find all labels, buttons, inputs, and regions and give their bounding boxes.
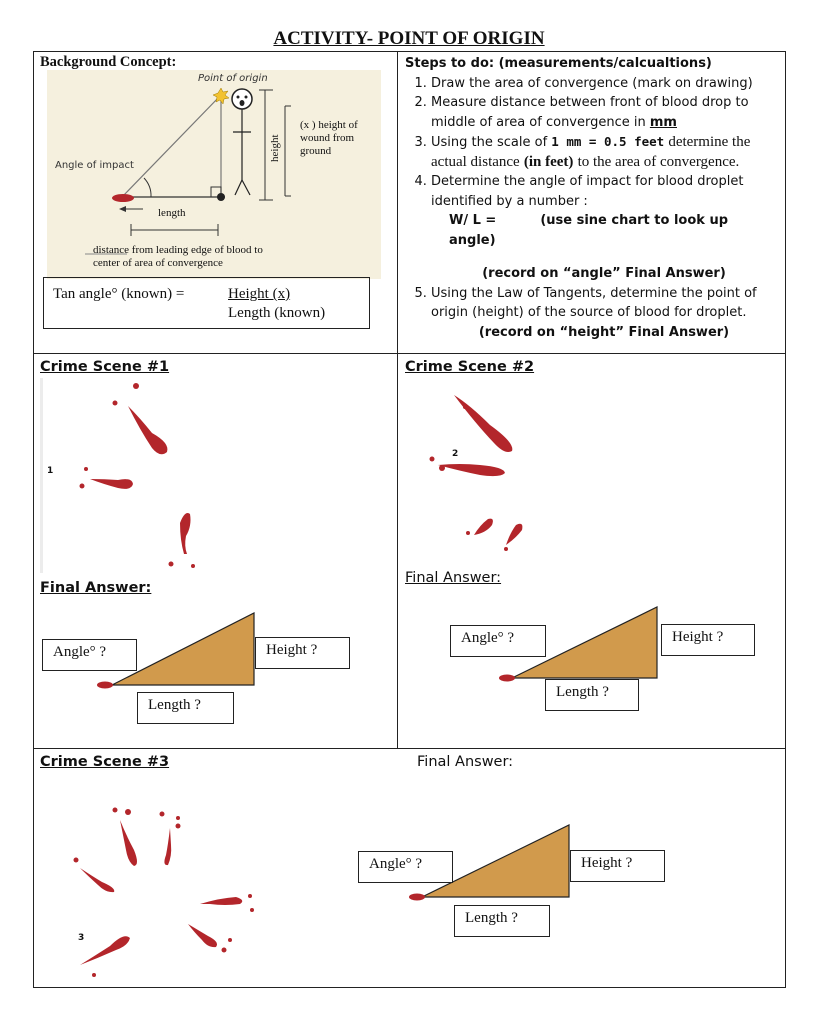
blood-drop [80,868,114,892]
record-height-note: (record on “height” Final Answer) [478,324,730,340]
blood-drop [92,973,96,977]
blood-drop [133,383,139,389]
step-3: 3. Using the scale of 1 mm = 0.5 feet determine the actual distance (in feet) to the area of convergence. [431,132,777,172]
scene-1-height-box[interactable]: Height ? [255,637,350,669]
scene-2-height-box[interactable]: Height ? [661,624,755,656]
formula-left: Tan angle° (known) = [53,286,185,302]
blood-drop [506,524,522,545]
formula-numerator: Height (x) [228,286,291,302]
angle-of-impact-label: Angle of impact [55,160,134,171]
step-1: 1. Draw the area of convergence (mark on drawing) [431,74,777,94]
crime-scene-3-title: Crime Scene #3 [40,754,170,770]
blood-drop [80,484,85,489]
scene-2-angle-box[interactable]: Angle° ? [450,625,546,657]
blood-drop [164,828,171,865]
formula-denominator: Length (known) [228,305,326,321]
divider [33,748,786,749]
scene-3-height-box[interactable]: Height ? [570,850,665,882]
divider [397,51,398,748]
tangent-formula [43,277,370,329]
blood-drop [169,562,174,567]
blood-drop [454,395,512,452]
distance-label: distance from leading edge of blood to center of area of convergence [93,244,263,269]
point-of-origin-label: Point of origin [198,73,268,84]
droplet-number-3: 3 [78,933,85,943]
x-height-label: (x ) height of wound from ground [300,119,358,157]
blood-drop [200,897,242,905]
step-4: 4. Determine the angle of impact for blood droplet identified by a number : W/ L = (use sine chart to look up angle) (record on “angle” Final Answer) [431,172,777,284]
steps-heading: Steps to do: (measurements/calcualtions) [405,56,712,71]
blood-drop [463,405,467,409]
step-5: 5. Using the Law of Tangents, determine the point of origin (height) of the source of blood for droplet. (record on “height” Final Answer) [431,284,777,343]
droplet-number-1: 1 [47,466,54,476]
scene-2-length-box[interactable]: Length ? [545,679,639,711]
scene-1-length-box[interactable]: Length ? [137,692,234,724]
blood-drop [191,564,195,568]
blood-drop [409,894,425,901]
convergence-point [217,193,225,201]
blood-drop [176,824,181,829]
step-2: 2. Measure distance between front of blood drop to middle of area of convergence in mm [431,93,777,132]
crime-scene-2-title: Crime Scene #2 [405,359,535,375]
blood-drop [160,812,165,817]
blood-drop [84,467,88,471]
blood-drop [188,924,217,947]
blood-drop [466,531,470,535]
blood-drop [228,938,232,942]
blood-drop [125,809,131,815]
blood-drop [128,406,167,454]
droplet-number-2: 2 [452,449,459,459]
crime-scene-2-spatter [420,385,540,555]
crime-scene-3-spatter [60,800,270,985]
blood-drop [499,675,515,682]
crime-scene-1-final-label: Final Answer: [40,580,152,596]
blood-drop [120,820,137,866]
blood-drop [439,465,445,471]
blood-drop [80,936,130,965]
blood-drop [504,547,508,551]
height-label: height [269,134,281,162]
blood-drop [97,682,113,689]
record-angle-note: (record on “angle” Final Answer) [482,266,726,281]
crime-scene-1-title: Crime Scene #1 [40,359,170,375]
blood-drop [113,808,118,813]
blood-drop [90,479,133,489]
length-label: length [158,207,186,219]
blood-drop [430,457,435,462]
divider [33,353,786,354]
scene-3-angle-box[interactable]: Angle° ? [358,851,453,883]
background-diagram [47,70,381,279]
blood-drop [113,401,118,406]
steps-list [405,74,777,343]
blood-drop [438,464,505,476]
scene-1-angle-box[interactable]: Angle° ? [42,639,137,671]
blood-drop [248,894,252,898]
blood-drop [112,194,134,202]
blood-drop [222,948,227,953]
steps-panel [405,54,777,342]
crime-scene-1-spatter [40,378,240,578]
crime-scene-2-final-label: Final Answer: [405,570,502,586]
scene-3-length-box[interactable]: Length ? [454,905,550,937]
blood-drop [250,908,254,912]
background-heading: Background Concept: [40,54,177,70]
crime-scene-3-final-label: Final Answer: [417,754,514,770]
page-title: ACTIVITY- POINT OF ORIGIN [273,28,545,49]
blood-drop [74,858,79,863]
blood-drop [176,816,180,820]
blood-drop [474,519,493,535]
blood-drop [180,513,191,554]
